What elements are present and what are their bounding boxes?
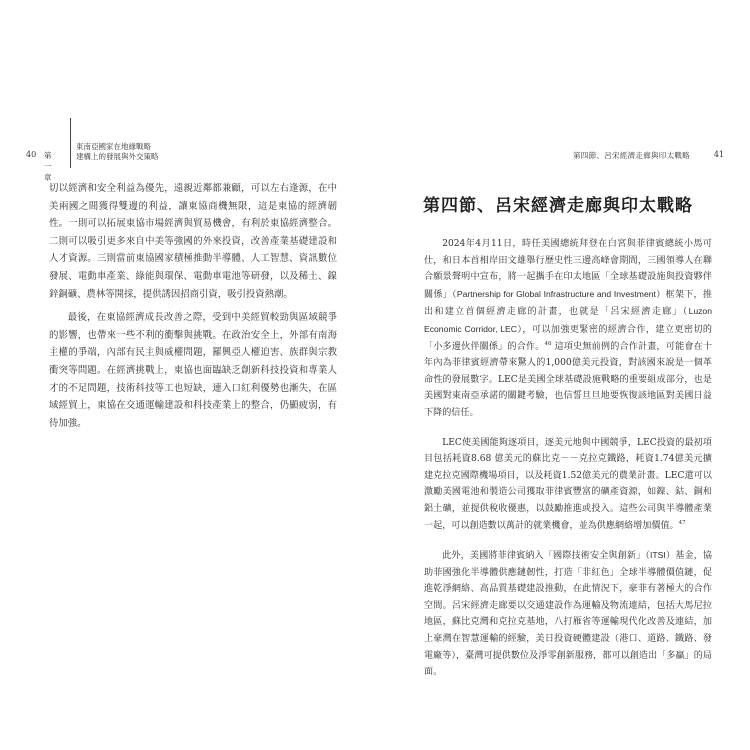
right-running-header bbox=[504, 118, 724, 168]
left-paragraph-2: 最後，在東協經濟成長改善之際，受到中美經貿較勁與區域競爭的影響，也帶來一些不利的衝擊與挑戰。在政治安全上，外部有南海主權的爭端，內部有民主與威權問題，羅興亞人權迫害、族群與宗教衝突等問題。在經濟挑戰上，東協也面臨缺乏創新科技投資和專業人才的不足問題，技術科技等工也短缺，連入口紅利優勢也漸失，在區域經貿上，東協在交通運輸建設和科技產業上的整合，仍顯疲弱，有待加強。 bbox=[49, 312, 337, 429]
chapter-subtitle bbox=[76, 142, 159, 162]
right-body-text bbox=[424, 236, 712, 681]
footnote-47: 47 bbox=[678, 519, 686, 526]
left-body-text bbox=[49, 180, 337, 438]
p1-text-c: ），可以加強更緊密的經濟合作，建立更密切的「小多邊伙伴關係」的合作。 bbox=[424, 324, 712, 352]
header-divider bbox=[70, 118, 71, 168]
p1-text-a: 2024年4月11日，時任美國總統拜登在白宮與菲律賓總統小馬可仕，和日本首相岸田文雄舉行歷史性三邊高峰會期間，三國領導人在聯合願景聲明中宣布，將一起攜手在印太地區「全球基礎設施與投資夥伴關係」（ bbox=[424, 239, 712, 300]
left-page-number: 40 bbox=[26, 150, 37, 159]
p1-english-term-b: Luzon Economic Corridor, LEC bbox=[424, 306, 712, 334]
right-paragraph-3 bbox=[424, 547, 712, 681]
section-header-label: 第四節、呂宋經濟走廊與印太戰略 bbox=[573, 151, 690, 160]
p3-text-b: ）基金，協助菲國強化半導體供應鏈韌性，打造「非紅色」全球半導體價值鏈，促進乾淨網絡、高品質基礎建設推動，在此情況下，豪菲有著極大的合作空間。呂宋經濟走廊要以交通建設作為運輸及物流連結，包括大馬尼拉地區，蘇比克灣和克拉克基地，八打雁省等運輸現代化改善及連結，加上豪灣在智慧運輸的經驗，美日投資硬體建設（港口、道路、鐵路、發電廠等），臺灣可提供數位及淨零創新服務，都可以創造出「多贏」的局面。 bbox=[424, 551, 712, 678]
chapter-subtitle-line-1: 東南亞國家在地緣戰略 bbox=[76, 142, 151, 151]
p1-english-term-a: Partnership for Global Infrastructure and Investment bbox=[456, 288, 656, 299]
footnote-46: 46 bbox=[544, 340, 552, 347]
p1-text-b: ）框架下，推出和建立首個經濟走廊的計畫，也就是「呂宋經濟走廊」（ bbox=[424, 289, 712, 318]
section-title: 第四節、呂宋經濟走廊與印太戰略 bbox=[423, 196, 693, 216]
p3-text-a: 此外，美國將菲律賓納入「國際技術安全與創新」（ bbox=[442, 551, 651, 562]
right-page bbox=[375, 0, 750, 750]
p1-text-d: 這項史無前例的合作計畫，可能會在十年內為菲律賓經濟帶來驚人的1,000億美元投資，對該國來說是一個革命性的發展數字。LEC是美國全球基礎設施戰略的重要組成部分，也是美國對東南亞承諾的關鍵考驗，也信誓旦旦地要恢復該地區對美國日益下降的信任。 bbox=[424, 341, 712, 418]
chapter-subtitle-line-2: 建構上的發展與外交策略 bbox=[76, 152, 159, 161]
chapter-label: 第一章 bbox=[44, 151, 52, 182]
left-paragraph-1: 切以經濟和安全利益為優先，遠親近鄰都兼顧，可以左右逢源，在中美兩國之間獲得雙邊的利益，讓東協商機無限，這是東協的經濟韌性。一則可以拓展東協市場經濟與貿易機會，有利於東協經濟整合。二則可以吸引更多來自中美等強國的外來投資，改善產業基礎建設和人才資源。三則當前東協國家積極推動半導體、人工智慧、資訊數位發展、電動車產業、綠能與環保、電動車電池等研發，以及稀土、鎳鋅銅礦、農林等開採，提供誘因招商引資，吸引投資熱潮。 bbox=[49, 183, 337, 300]
p3-english-term: ITSI bbox=[650, 550, 666, 561]
p2-text: LEC使美國能夠逐項目，逐美元地與中國競爭，LEC投資的最初項目包括耗資8.68 億美元的蘇比克－－克拉克鐵路，耗資1.74億美元擴建克拉克國際機場項目，以及耗資1.52億美元的農業計畫。LEC還可以激勵美國電池和製造公司獲取菲律賓豐富的礦產資源，如鎳、鈷、銅和鋁土礦，並提供稅收優惠，以鼓勵推進或投入。這些公司與半導體產業一起，可以創造數以萬計的就業機會，並為供應網絡增加價值。 bbox=[424, 437, 712, 531]
right-paragraph-2 bbox=[424, 435, 712, 535]
right-paragraph-1 bbox=[424, 236, 712, 422]
right-page-number: 41 bbox=[713, 150, 724, 159]
